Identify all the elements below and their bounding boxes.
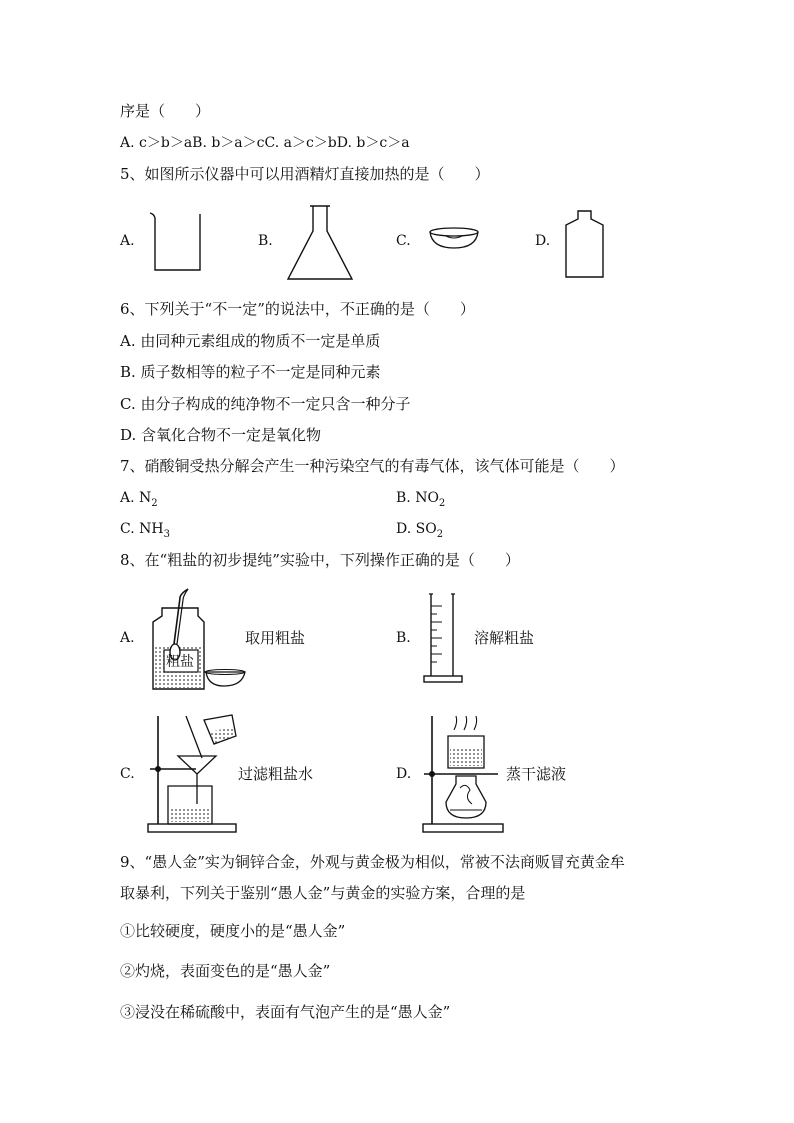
bottle-label-text: 粗盐 (166, 654, 194, 670)
q9-item-1[interactable]: ①比较硬度，硬度小的是“愚人金” (120, 922, 346, 940)
conical-flask-icon (285, 203, 355, 283)
q6-option-d[interactable]: D. 含氧化合物不一定是氧化物 (120, 426, 322, 444)
graduated-cylinder-icon (422, 592, 472, 686)
q8-option-b-label[interactable]: B. (396, 630, 411, 646)
gas-collecting-bottle-icon (563, 209, 607, 279)
q9-stem-line2: 取暴利，下列关于鉴别“愚人金”与黄金的实验方案，合理的是 (120, 884, 526, 902)
q7-option-b[interactable]: B. $NO_2$ (396, 490, 446, 509)
q5-option-c-label[interactable]: C. (396, 233, 411, 249)
q8-option-d-caption: 蒸干滤液 (506, 765, 567, 783)
q7-option-d[interactable]: D. $SO_2$ (396, 521, 444, 540)
q6-option-b[interactable]: B. 质子数相等的粒子不一定是同种元素 (120, 363, 381, 381)
q8-option-c-caption: 过滤粗盐水 (238, 765, 314, 783)
q5-option-d-label[interactable]: D. (535, 233, 551, 249)
q9-item-2[interactable]: ②灼烧，表面变色的是“愚人金” (120, 962, 331, 980)
q6-option-c[interactable]: C. 由分子构成的纯净物不一定只含一种分子 (120, 395, 411, 413)
q5-option-b-label[interactable]: B. (258, 233, 273, 249)
filtration-apparatus-icon (146, 712, 242, 836)
q4-continuation: 序是（ ） (120, 102, 211, 120)
q9-item-3[interactable]: ③浸没在稀硫酸中，表面有气泡产生的是“愚人金” (120, 1003, 451, 1021)
beaker-icon (148, 210, 206, 274)
salt-bottle-spoon-icon (150, 586, 250, 696)
q5-option-a-label[interactable]: A. (120, 233, 135, 249)
q8-option-a-label[interactable]: A. (120, 630, 135, 646)
q8-option-d-label[interactable]: D. (396, 766, 412, 782)
evaporation-apparatus-icon (420, 712, 510, 834)
q7-stem: 7、硝酸铜受热分解会产生一种污染空气的有毒气体，该气体可能是（ ） (120, 457, 625, 475)
q8-option-c-label[interactable]: C. (120, 766, 135, 782)
evaporating-dish-icon (428, 226, 480, 252)
q6-stem: 6、下列关于“不一定”的说法中，不正确的是（ ） (120, 300, 475, 318)
q4-options: A. c＞b＞aB. b＞a＞cC. a＞c＞bD. b＞c＞a (120, 135, 410, 151)
q7-option-a[interactable]: A. $N_2$ (120, 490, 158, 509)
q8-stem: 8、在“粗盐的初步提纯”实验中，下列操作正确的是（ ） (120, 551, 520, 569)
q5-stem: 5、如图所示仪器中可以用酒精灯直接加热的是（ ） (120, 165, 490, 183)
q6-option-a[interactable]: A. 由同种元素组成的物质不一定是单质 (120, 332, 381, 350)
q7-option-c[interactable]: C. $NH_3$ (120, 521, 170, 540)
q8-option-b-caption: 溶解粗盐 (474, 629, 535, 647)
q8-option-a-caption: 取用粗盐 (245, 629, 306, 647)
q9-stem-line1: 9、“愚人金”实为铜锌合金，外观与黄金极为相似，常被不法商贩冒充黄金牟 (120, 853, 625, 871)
